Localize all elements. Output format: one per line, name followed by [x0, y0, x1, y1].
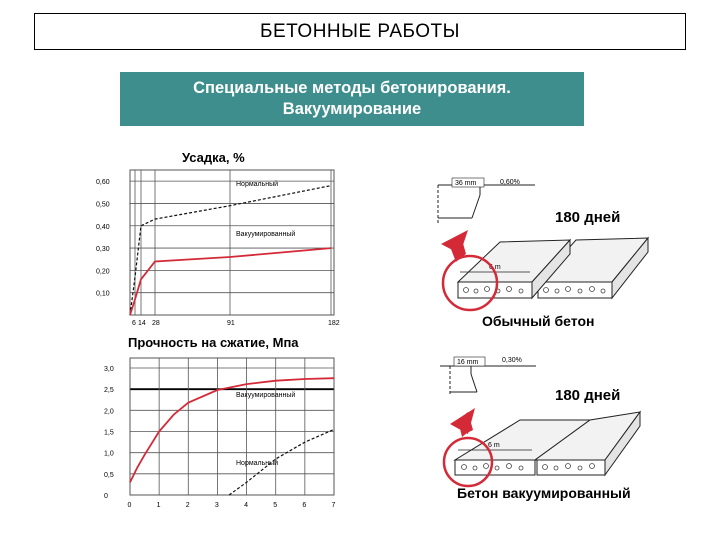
strength-x-tick-label: 6 [302, 502, 307, 509]
shrinkage-x-tick-label: 28 [152, 320, 160, 327]
gap-label-vacuumed: 16 mm [457, 359, 479, 366]
diagram-vacuumed [440, 357, 640, 501]
diagram-ordinary [438, 178, 648, 329]
strength-x-tick-label: 2 [185, 502, 190, 509]
gap-label-ordinary: 36 mm [455, 180, 477, 187]
caption-ordinary: Обычный бетон [482, 313, 595, 329]
length-label-ordinary: 6 m [489, 264, 501, 271]
shrinkage-gridlines [130, 170, 334, 315]
gap-detail-vacuumed [440, 357, 536, 395]
arrow-up-icon [450, 408, 475, 437]
strength-x-tick-label: 7 [331, 502, 336, 509]
shrinkage-y-tick-label: 0,20 [96, 268, 110, 276]
shrinkage-y-ticks [96, 179, 110, 298]
slab-pair-ordinary [458, 238, 648, 298]
shrinkage-y-tick-label: 0,30 [96, 246, 110, 254]
strength-legend-vacuum: Вакуумированный [236, 392, 296, 399]
shrinkage-y-tick-label: 0,50 [96, 201, 110, 209]
shrinkage-line-vacuum [130, 248, 331, 315]
shrinkage-chart-title: Усадка, % [182, 150, 245, 165]
strength-y-tick-label: 0 [104, 493, 108, 500]
strength-x-tick-label: 5 [273, 502, 278, 509]
strength-y-tick-label: 2,0 [104, 408, 114, 416]
pct-label-ordinary: 0,60% [500, 179, 520, 186]
shrinkage-x-tick-label: 6 [132, 320, 136, 327]
strength-chart [104, 335, 336, 509]
shrinkage-x-tick-label: 182 [328, 320, 340, 327]
days-label-ordinary: 180 дней [555, 209, 621, 226]
strength-x-tick-label: 4 [244, 502, 248, 509]
strength-y-tick-label: 2,5 [104, 387, 114, 395]
shrinkage-legend-vacuum: Вакуумированный [236, 231, 296, 238]
shrinkage-legend-normal: Нормальный [236, 181, 279, 188]
strength-series [130, 378, 334, 495]
strength-x-tick-label: 3 [214, 502, 219, 509]
shrinkage-x-tick-label: 14 [138, 320, 146, 327]
strength-y-tick-label: 0,5 [104, 471, 114, 479]
shrinkage-y-tick-label: 0,40 [96, 223, 110, 231]
subtitle-line-2: Вакуумирование [282, 100, 422, 118]
shrinkage-plot-frame [130, 170, 334, 315]
strength-y-tick-label: 3,0 [104, 366, 114, 373]
gap-detail-ordinary [438, 178, 535, 225]
strength-y-tick-label: 1,0 [104, 450, 114, 458]
caption-vacuumed: Бетон вакуумированный [457, 485, 631, 501]
strength-x-tick-label: 0 [127, 502, 132, 509]
days-label-vacuumed: 180 дней [555, 387, 621, 404]
strength-legend-normal: Нормальный [236, 460, 279, 467]
pct-label-vacuumed: 0,30% [502, 357, 522, 364]
slide-title-text: БЕТОННЫЕ РАБОТЫ [260, 20, 460, 42]
shrinkage-series [130, 186, 331, 315]
length-label-vacuumed: 6 m [488, 442, 500, 449]
strength-x-tick-label: 1 [156, 502, 161, 509]
strength-line-vacuum [130, 378, 334, 482]
subtitle-line-1: Специальные методы бетонирования. [193, 79, 511, 97]
shrinkage-x-tick-label: 91 [227, 320, 235, 327]
strength-x-ticks [128, 502, 336, 509]
shrinkage-chart [96, 150, 340, 327]
shrinkage-y-tick-label: 0,60 [96, 179, 110, 187]
strength-chart-title: Прочность на сжатие, Мпа [128, 335, 299, 350]
strength-y-ticks [104, 366, 114, 500]
shrinkage-x-ticks [132, 320, 340, 327]
strength-y-tick-label: 1,5 [104, 429, 114, 437]
shrinkage-y-tick-label: 0,10 [96, 290, 110, 298]
